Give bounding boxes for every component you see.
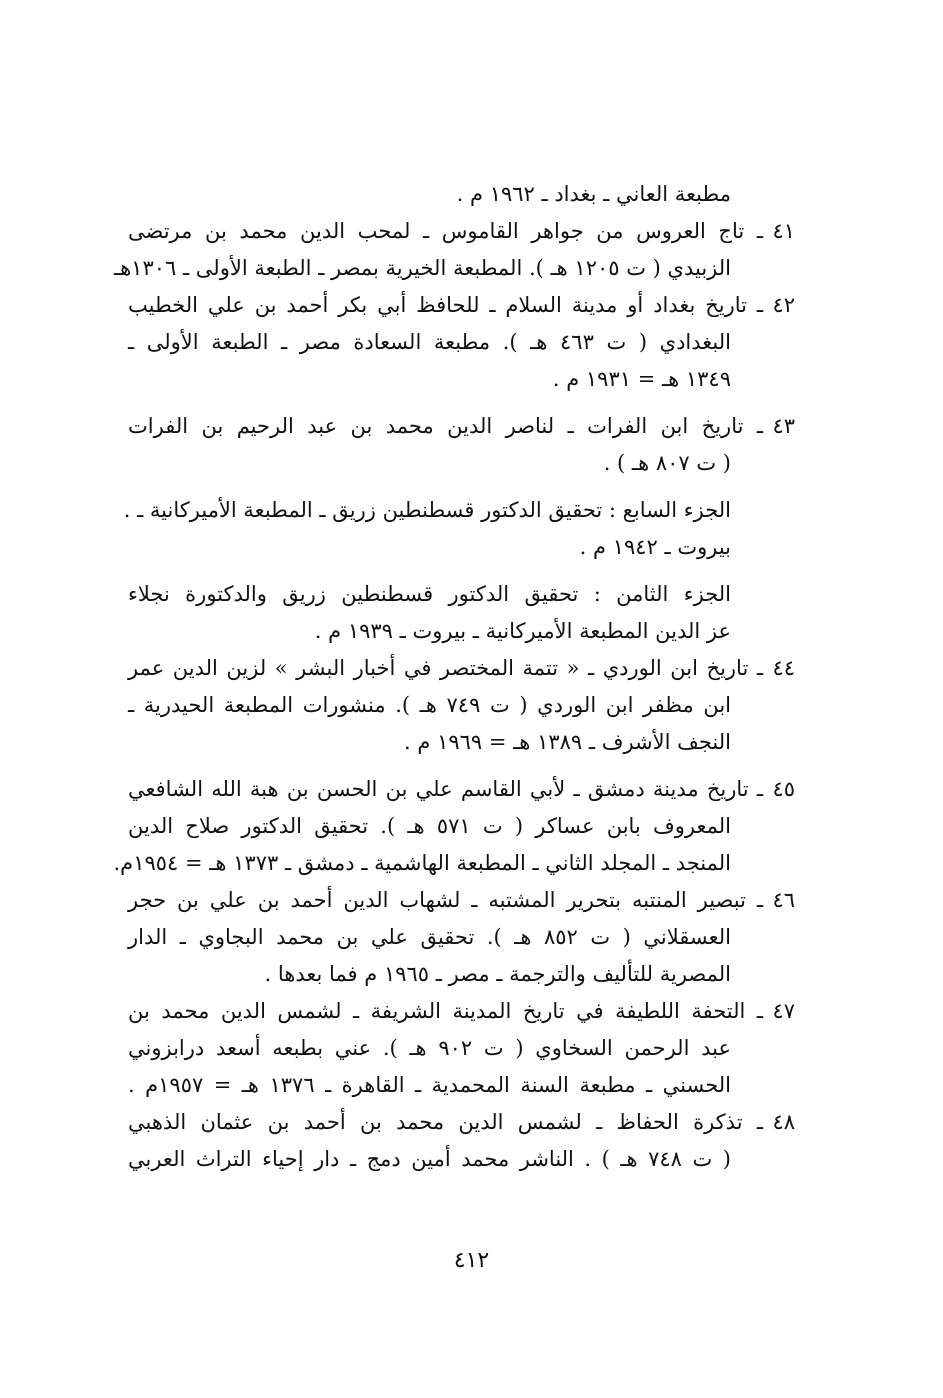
entry-line: المصرية للتأليف والترجمة ـ مصر ـ ١٩٦٥ م فما بعدها .: [264, 962, 731, 986]
entry-number: ٤٣: [772, 414, 795, 438]
entry-number: ٤٢: [772, 293, 795, 317]
bibliography-entry-45: [113, 771, 795, 882]
entry-line: ابن مظفر ابن الوردي ( ت ٧٤٩ هـ ). منشورات المطبعة الحيدرية ـ: [128, 693, 732, 717]
page-number: ٤١٢: [453, 1248, 490, 1273]
entry-line: ـ تاريخ بغداد أو مدينة السلام ـ للحافظ أبي بكر أحمد بن علي الخطيب: [128, 293, 763, 317]
entry-number: ٤٧: [772, 999, 795, 1023]
entry-line: ـ تاج العروس من جواهر القاموس ـ لمحب الدين محمد بن مرتضى: [128, 219, 763, 243]
entry-line: البغدادي ( ت ٤٦٣ هـ ). مطبعة السعادة مصر ـ الطبعة الأولى ـ: [128, 330, 731, 354]
entry-number: ٤٥: [772, 777, 795, 801]
entry-line: ـ تاريخ ابن الفرات ـ لناصر الدين محمد بن عبد الرحيم بن الفرات: [128, 414, 763, 438]
entry-number: ٤٨: [772, 1110, 795, 1134]
entry-line: الحسني ـ مطبعة السنة المحمدية ـ القاهرة ـ ١٣٧٦ هـ = ١٩٥٧م .: [128, 1073, 731, 1097]
entry-line: الزبيدي ( ت ١٢٠٥ هـ ). المطبعة الخيرية بمصر ـ الطبعة الأولى ـ ١٣٠٦هـ: [113, 256, 731, 280]
bibliography-entry-46: [128, 882, 795, 993]
entry-line: ـ تبصير المنتبه بتحرير المشتبه ـ لشهاب الدين أحمد بن علي بن حجر: [128, 888, 763, 912]
entry-number: ٤٤: [772, 656, 795, 680]
entry-line: ـ تاريخ مدينة دمشق ـ لأبي القاسم علي بن الحسن بن هبة الله الشافعي: [128, 777, 763, 801]
entry-line: ـ التحفة اللطيفة في تاريخ المدينة الشريفة ـ لشمس الدين محمد بن: [128, 999, 763, 1023]
entry-line: ـ تذكرة الحفاظ ـ لشمس الدين محمد بن أحمد بن عثمان الذهبي: [128, 1110, 763, 1134]
entry-line: ( ت ٧٤٨ هـ ) . الناشر محمد أمين دمج ـ دار إحياء التراث العربي: [128, 1147, 731, 1171]
part-line: الجزء السابع : تحقيق الدكتور قسطنطين زريق ـ المطبعة الأميركانية ـ .: [123, 498, 731, 522]
entry-line: ( ت ٨٠٧ هـ ) .: [603, 451, 731, 475]
bibliography-entry-44: [128, 650, 795, 761]
entry-line: العسقلاني ( ت ٨٥٢ هـ ). تحقيق علي بن محمد البجاوي ـ الدار: [128, 925, 731, 949]
entry-line: ١٣٤٩ هـ = ١٩٣١ م .: [552, 367, 731, 391]
part-line: الجزء الثامن : تحقيق الدكتور قسطنطين زريق والدكتورة نجلاء: [128, 582, 731, 606]
bibliography-entry-42: [128, 287, 795, 398]
entry-line: ـ تاريخ ابن الوردي ـ « تتمة المختصر في أخبار البشر » لزين الدين عمر: [128, 656, 763, 680]
bibliography-entry-48: [128, 1104, 795, 1178]
bibliography-entry-43: [123, 408, 795, 650]
bibliography-entry-41: [113, 213, 795, 287]
entry-number: ٤١: [772, 219, 795, 243]
bibliography-list: [113, 176, 795, 1178]
entry-line: عبد الرحمن السخاوي ( ت ٩٠٢ هـ ). عني بطبعه أسعد درابزوني: [128, 1036, 731, 1060]
part-line: عز الدين المطبعة الأميركانية ـ بيروت ـ ١٩٣٩ م .: [314, 619, 731, 643]
entry-line: المعروف بابن عساكر ( ت ٥٧١ هـ ). تحقيق الدكتور صلاح الدين: [128, 814, 731, 838]
entry-line: النجف الأشرف ـ ١٣٨٩ هـ = ١٩٦٩ م .: [404, 730, 731, 754]
bibliography-entry-47: [128, 993, 795, 1104]
entry-number: ٤٦: [772, 888, 795, 912]
entry-line: المنجد ـ المجلد الثاني ـ المطبعة الهاشمية ـ دمشق ـ ١٣٧٣ هـ = ١٩٥٤م.: [113, 851, 731, 875]
part-line: بيروت ـ ١٩٤٢ م .: [579, 535, 731, 559]
continuation-line: مطبعة العاني ـ بغداد ـ ١٩٦٢ م .: [456, 182, 731, 206]
